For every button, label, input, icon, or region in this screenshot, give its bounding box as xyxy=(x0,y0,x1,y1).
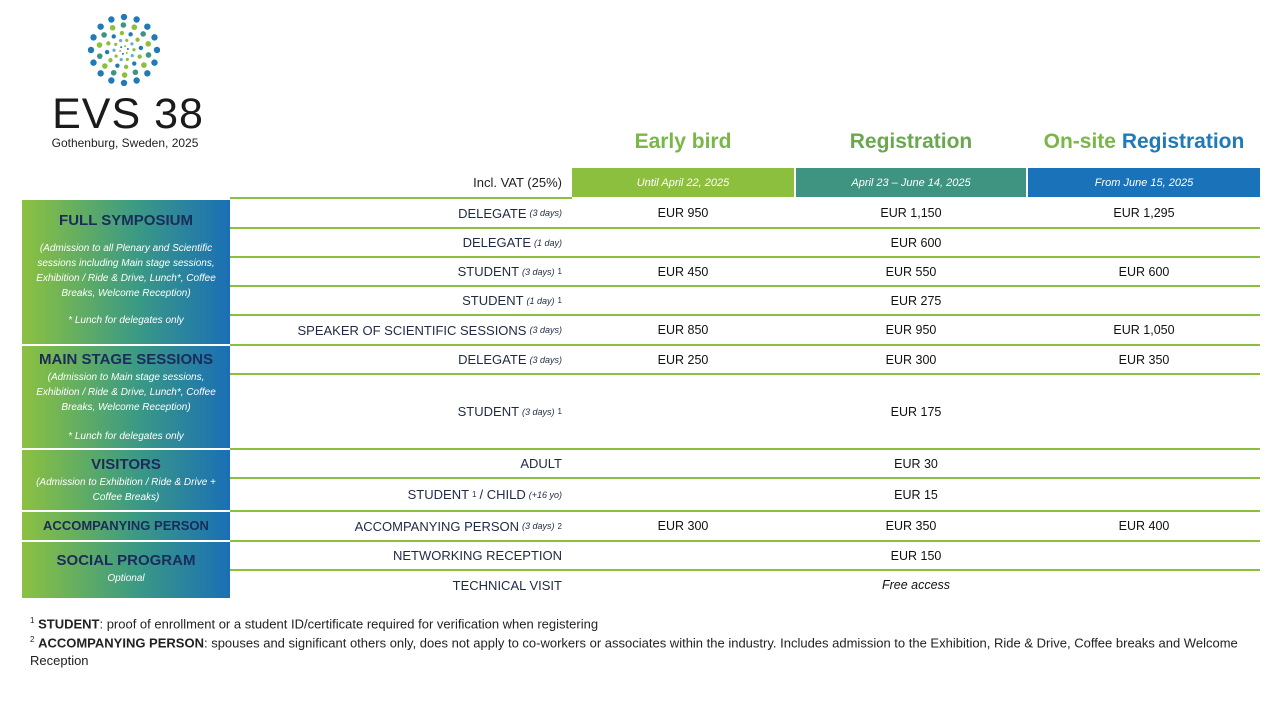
row-label: TECHNICAL VISIT xyxy=(452,577,562,593)
row-label: STUDENT (3 days) 1 xyxy=(457,264,562,279)
onsite-word: On-site xyxy=(1043,130,1116,153)
price-all-periods: EUR 150 xyxy=(890,548,942,563)
logo-dot xyxy=(119,39,122,42)
price-early-bird: EUR 300 xyxy=(657,519,709,533)
logo-dot xyxy=(124,65,128,69)
row-label: ACCOMPANYING PERSON (3 days) 2 xyxy=(354,518,562,534)
logo-dot xyxy=(133,77,139,83)
logo-dot xyxy=(121,22,127,28)
footnote-student: $^1$ STUDENT: proof of enrollment or a student ID/certificate required for verification when registering xyxy=(30,616,599,632)
row-label: STUDENT (1 day) 1 xyxy=(462,293,562,308)
logo-dot xyxy=(124,45,126,47)
row-label: DELEGATE (3 days) xyxy=(458,352,562,367)
table-row xyxy=(230,479,1260,512)
price-all-periods: EUR 15 xyxy=(894,487,938,502)
logo-dot xyxy=(115,63,119,67)
logo-dot xyxy=(141,62,147,68)
row-label: SPEAKER OF SCIENTIFIC SESSIONS (3 days) xyxy=(297,322,562,338)
event-logo xyxy=(38,14,218,154)
table-row xyxy=(230,450,1260,479)
logo-dot xyxy=(154,47,160,53)
logo-dot xyxy=(101,32,107,38)
price-onsite: EUR 600 xyxy=(1118,264,1170,279)
price-early-bird: EUR 950 xyxy=(657,206,709,220)
table-row xyxy=(230,199,1260,229)
logo-dot xyxy=(97,42,103,48)
row-label: STUDENT 1 / CHILD (+16 yo) xyxy=(407,487,562,502)
period-registration: April 23 – June 14, 2025 xyxy=(796,168,1026,197)
price-onsite: EUR 400 xyxy=(1118,519,1170,533)
price-all-periods: EUR 275 xyxy=(890,293,942,308)
logo-dot xyxy=(127,48,129,50)
registration-word: Registration xyxy=(1121,130,1245,153)
logo-dot xyxy=(97,70,103,76)
table-row xyxy=(230,229,1260,258)
category-description: Optional xyxy=(107,573,145,584)
price-all-periods: EUR 30 xyxy=(894,456,938,471)
price-early-bird: EUR 850 xyxy=(657,323,709,337)
row-label: NETWORKING RECEPTION xyxy=(392,548,562,563)
logo-dot xyxy=(120,46,122,48)
column-header-onsite xyxy=(1028,130,1260,160)
table-row xyxy=(230,258,1260,287)
logo-dot xyxy=(112,34,116,38)
logo-dot xyxy=(151,59,157,65)
logo-dot xyxy=(145,41,151,47)
logo-dot xyxy=(128,32,132,36)
logo-name: EVS 38 xyxy=(52,90,204,138)
row-label: DELEGATE (1 day) xyxy=(462,235,562,250)
logo-dot xyxy=(151,34,157,40)
column-header-early-bird: Early bird xyxy=(634,130,732,153)
table-row xyxy=(230,316,1260,346)
logo-dot xyxy=(132,61,136,65)
logo-dot xyxy=(106,41,110,45)
table-row xyxy=(230,287,1260,316)
price-registration: EUR 550 xyxy=(885,264,937,279)
logo-dot xyxy=(132,48,135,51)
price-onsite: EUR 1,050 xyxy=(1113,323,1175,337)
logo-location: Gothenburg, Sweden, 2025 xyxy=(51,136,199,150)
logo-dot xyxy=(114,43,117,46)
period-early-bird: Until April 22, 2025 xyxy=(572,168,794,197)
logo-dot xyxy=(108,58,112,62)
logo-dot xyxy=(90,59,96,65)
logo-dot xyxy=(131,54,134,57)
category-title: FULL SYMPOSIUM xyxy=(59,212,193,229)
price-all-periods: EUR 600 xyxy=(890,235,942,250)
price-registration: EUR 950 xyxy=(885,323,937,337)
row-label: ADULT xyxy=(520,456,562,471)
column-header-registration: Registration xyxy=(849,130,973,153)
table-row xyxy=(230,346,1260,375)
table-row xyxy=(230,512,1260,542)
logo-dot xyxy=(146,52,152,58)
logo-dot xyxy=(114,55,117,58)
logo-dot xyxy=(130,42,133,45)
logo-dot xyxy=(111,70,117,76)
logo-dot xyxy=(90,34,96,40)
category-visitors xyxy=(22,450,230,510)
logo-dot xyxy=(121,14,127,20)
logo-dot xyxy=(133,16,139,22)
table-row xyxy=(230,571,1260,599)
price-all-periods: EUR 175 xyxy=(890,404,942,419)
logo-dot xyxy=(102,63,108,69)
category-description: (Admission to Main stage sessions, Exhibition / Ride & Drive, Lunch*, Coffee Breaks, Welcome Reception) xyxy=(36,372,216,413)
category-main-stage xyxy=(22,346,230,448)
logo-dot xyxy=(137,54,141,58)
category-note: * Lunch for delegates only xyxy=(68,431,184,442)
logo-dot xyxy=(88,47,94,53)
category-title: MAIN STAGE SESSIONS xyxy=(39,351,213,368)
logo-dot xyxy=(144,23,150,29)
logo-dot xyxy=(122,72,128,78)
starburst-logo-icon xyxy=(88,14,160,86)
logo-dot xyxy=(135,38,139,42)
logo-dot xyxy=(108,16,114,22)
price-registration: EUR 1,150 xyxy=(880,206,942,220)
logo-dot xyxy=(112,49,115,52)
logo-dot xyxy=(139,46,143,50)
row-label: DELEGATE (3 days) xyxy=(458,205,562,221)
logo-dot xyxy=(121,80,127,86)
price-registration: EUR 300 xyxy=(885,352,937,367)
logo-dot xyxy=(120,58,123,61)
logo-dot xyxy=(126,58,129,61)
logo-dot xyxy=(105,50,109,54)
category-description: (Admission to all Plenary and Scientific sessions including Main stage sessions, Exhibition / Ride & Drive, Lunch*, Coffee Breaks, Welcome Reception) xyxy=(36,243,216,299)
logo-dot xyxy=(120,31,124,35)
row-label: STUDENT (3 days) 1 xyxy=(457,404,562,419)
price-all-periods: Free access xyxy=(881,578,951,592)
footnote-accompanying: $^2$ ACCOMPANYING PERSON: spouses and significant others only, does not apply to co-workers or associates within the industry. Includes admission to the Exhibition, Ride & Drive, Coffee breaks and Welcome Reception xyxy=(30,635,1238,669)
logo-dot xyxy=(97,53,103,59)
category-social-program xyxy=(22,542,230,598)
price-early-bird: EUR 450 xyxy=(657,264,709,279)
category-title: ACCOMPANYING PERSON xyxy=(43,518,209,533)
table-row xyxy=(230,375,1260,450)
logo-dot xyxy=(108,77,114,83)
table-row xyxy=(230,542,1260,571)
category-accompanying xyxy=(22,512,230,540)
logo-dot xyxy=(110,25,116,31)
logo-dot xyxy=(126,52,128,54)
price-registration: EUR 350 xyxy=(885,519,937,533)
logo-dot xyxy=(131,24,137,30)
price-early-bird: EUR 250 xyxy=(657,352,709,367)
logo-dot xyxy=(133,69,139,75)
period-onsite: From June 15, 2025 xyxy=(1028,168,1260,197)
logo-dot xyxy=(140,31,146,37)
category-description: (Admission to Exhibition / Ride & Drive + Coffee Breaks) xyxy=(36,477,216,503)
price-onsite: EUR 350 xyxy=(1118,352,1170,367)
price-onsite: EUR 1,295 xyxy=(1113,206,1175,220)
vat-note: Incl. VAT (25%) xyxy=(473,175,562,190)
logo-dot xyxy=(125,39,128,42)
category-title: VISITORS xyxy=(91,456,161,473)
category-note: * Lunch for delegates only xyxy=(68,315,184,326)
category-title: SOCIAL PROGRAM xyxy=(56,552,196,569)
logo-dot xyxy=(122,53,124,55)
logo-dot xyxy=(144,70,150,76)
logo-dot xyxy=(119,50,121,52)
logo-dot xyxy=(97,23,103,29)
category-full-symposium xyxy=(22,200,230,344)
